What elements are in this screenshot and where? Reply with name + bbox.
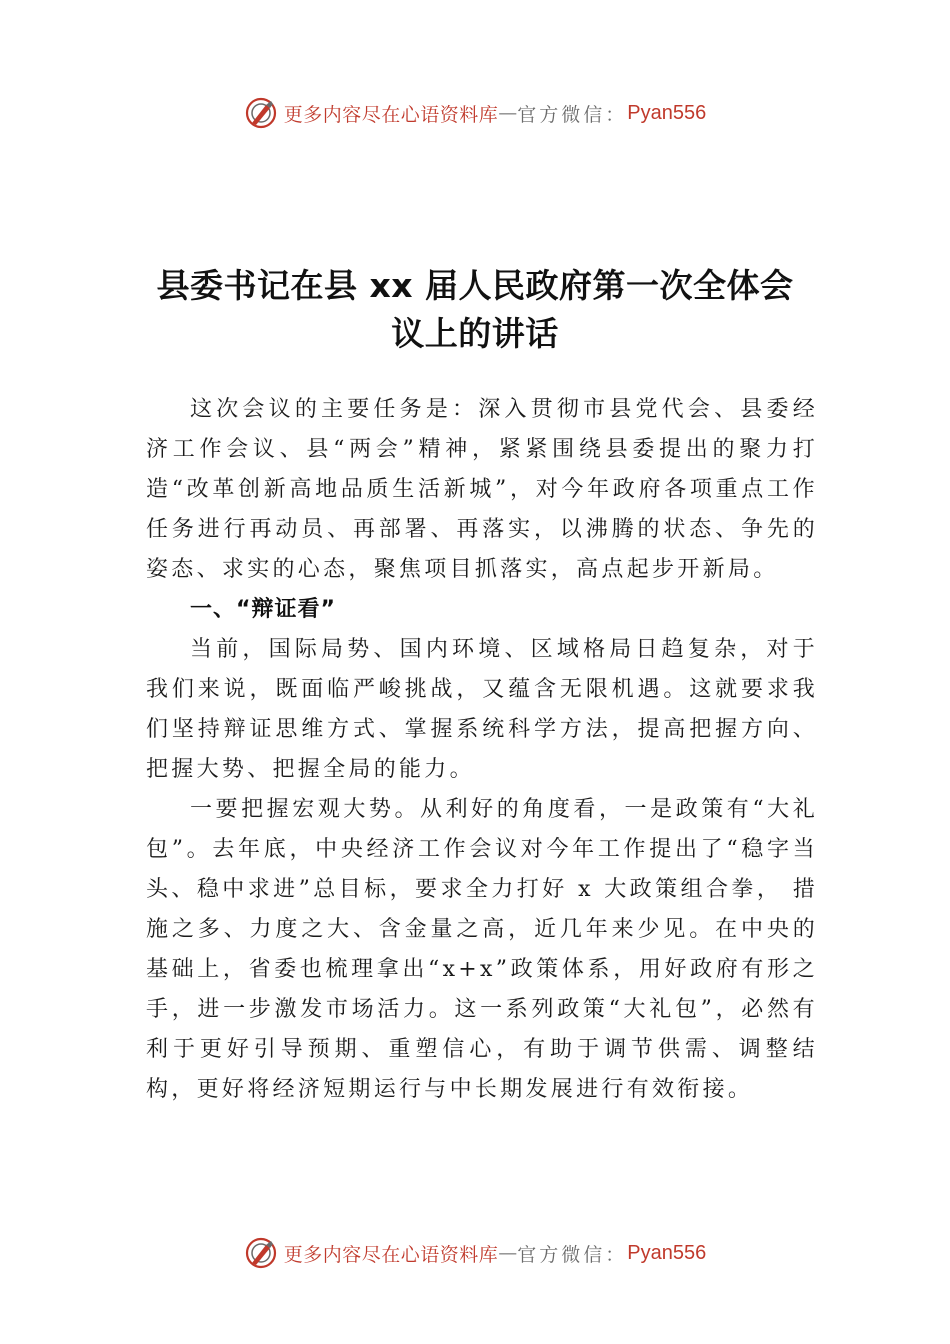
- title-line-2: 议上的讲话: [391, 314, 559, 353]
- section-heading: 一、“辩证看”: [190, 597, 336, 622]
- document-title: [140, 262, 810, 358]
- footer-banner: [0, 1233, 950, 1273]
- paragraph-intro: 这次会议的主要任务是：深入贯彻市县党代会、县委经济工作会议、县“两会”精神，紧紧围绕县委提出的聚力打造“改革创新高地品质生活新城”，对今年政府各项重点工作任务进行再动员、再部署、再落实，以沸腾的状态、争先的姿态、求实的心态，聚焦项目抓落实，高点起步开新局。: [146, 397, 818, 582]
- header-banner: [0, 93, 950, 133]
- banner-promo-text: 更多内容尽在心语资料库: [283, 1243, 499, 1266]
- pen-nib-logo-icon: [244, 96, 278, 130]
- banner-wechat-label: 官方微信：: [517, 1243, 628, 1266]
- paragraph-situation: 当前，国际局势、国内环境、区域格局日趋复杂，对于我们来说，既面临严峻挑战，又蕴含无限机遇。这就要求我们坚持辩证思维方式、掌握系统科学方法，提高把握方向、把握大势、把握全局的能力。: [146, 637, 818, 782]
- title-line-1: 县委书记在县 xx 届人民政府第一次全体会: [156, 266, 794, 305]
- banner-promo-text: 更多内容尽在心语资料库: [283, 103, 499, 126]
- document-body: [146, 390, 818, 1110]
- paragraph-macro-trend: 一要把握宏观大势。从利好的角度看，一是政策有“大礼包”。去年底，中央经济工作会议对今年工作提出了“稳字当头、稳中求进”总目标，要求全力打好 x 大政策组合拳， 措施之多、力度之大、含金量之高，近几年来少见。在中央的基础上，省委也梳理拿出“x+x”政策体系，用好政府有形之手，进一步激发市场活力。这一系列政策“大礼包”，必然有利于更好引导预期、重塑信心，有助于调节供需、调整结构，更好将经济短期运行与中长期发展进行有效衔接。: [146, 797, 818, 1102]
- banner-wechat-label: 官方微信：: [517, 103, 628, 126]
- banner-dash: —: [498, 1242, 518, 1264]
- banner-wechat-handle: Pyan556: [627, 1241, 707, 1264]
- banner-dash: —: [498, 102, 518, 124]
- pen-nib-logo-icon: [244, 1236, 278, 1270]
- banner-wechat-handle: Pyan556: [627, 101, 707, 124]
